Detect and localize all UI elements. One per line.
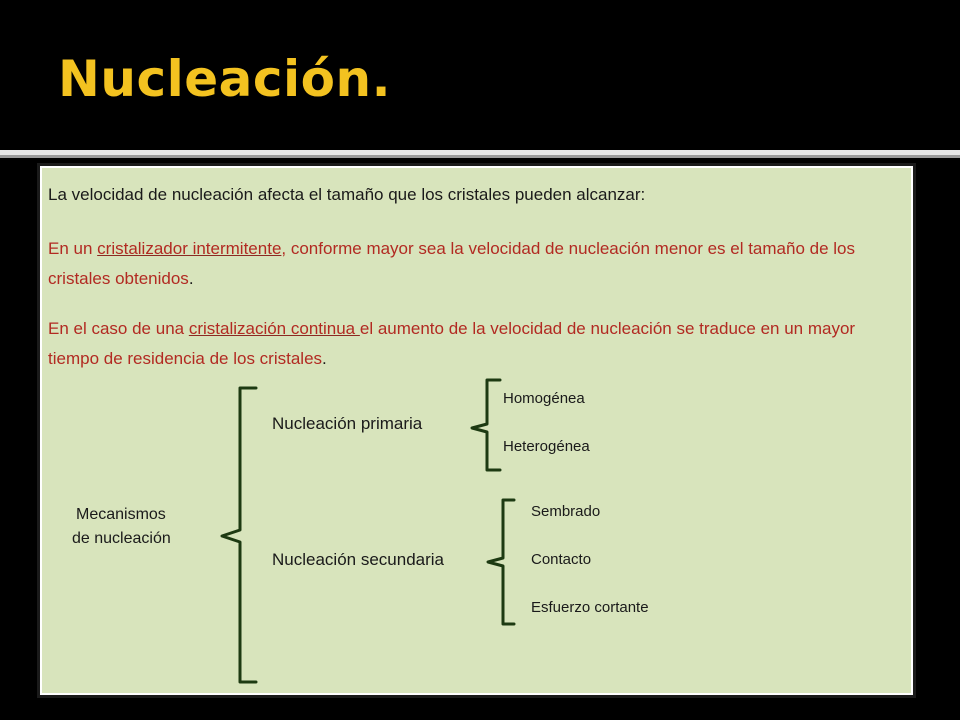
continuous-post: el aumento de la velocidad de nucleación se traduce en un mayor tiempo de residencia de los cristales bbox=[48, 319, 856, 368]
primary-bracket bbox=[472, 380, 500, 470]
root-label-line1: Mecanismos bbox=[76, 506, 166, 523]
intermittent-end: . bbox=[188, 269, 194, 288]
secondary-child: Contacto bbox=[531, 551, 592, 568]
primary-nucleation-label: Nucleación primaria bbox=[272, 414, 423, 433]
slide-title: Nucleación. bbox=[58, 50, 392, 108]
secondary-nucleation-label: Nucleación secundaria bbox=[272, 550, 444, 569]
secondary-child: Sembrado bbox=[531, 503, 601, 520]
primary-child: Homogénea bbox=[503, 390, 585, 407]
intermittent-post: , conforme mayor sea la velocidad de nucleación menor es el tamaño de los cristales obtenidos bbox=[48, 239, 855, 288]
secondary-bracket bbox=[488, 500, 514, 624]
continuous-pre: En el caso de una bbox=[48, 319, 189, 338]
intermittent-pre: En un bbox=[48, 239, 98, 258]
secondary-child: Esfuerzo cortante bbox=[531, 599, 649, 616]
intro-paragraph: La velocidad de nucleación afecta el tamaño que los cristales pueden alcanzar: bbox=[48, 185, 646, 204]
primary-child: Heterogénea bbox=[503, 438, 590, 455]
main-bracket bbox=[222, 388, 256, 682]
root-label-line2: de nucleación bbox=[72, 530, 171, 547]
continuous-end: . bbox=[322, 349, 327, 368]
intermittent-term: cristalizador intermitente bbox=[97, 239, 282, 258]
continuous-term: cristalización continua bbox=[188, 319, 360, 338]
